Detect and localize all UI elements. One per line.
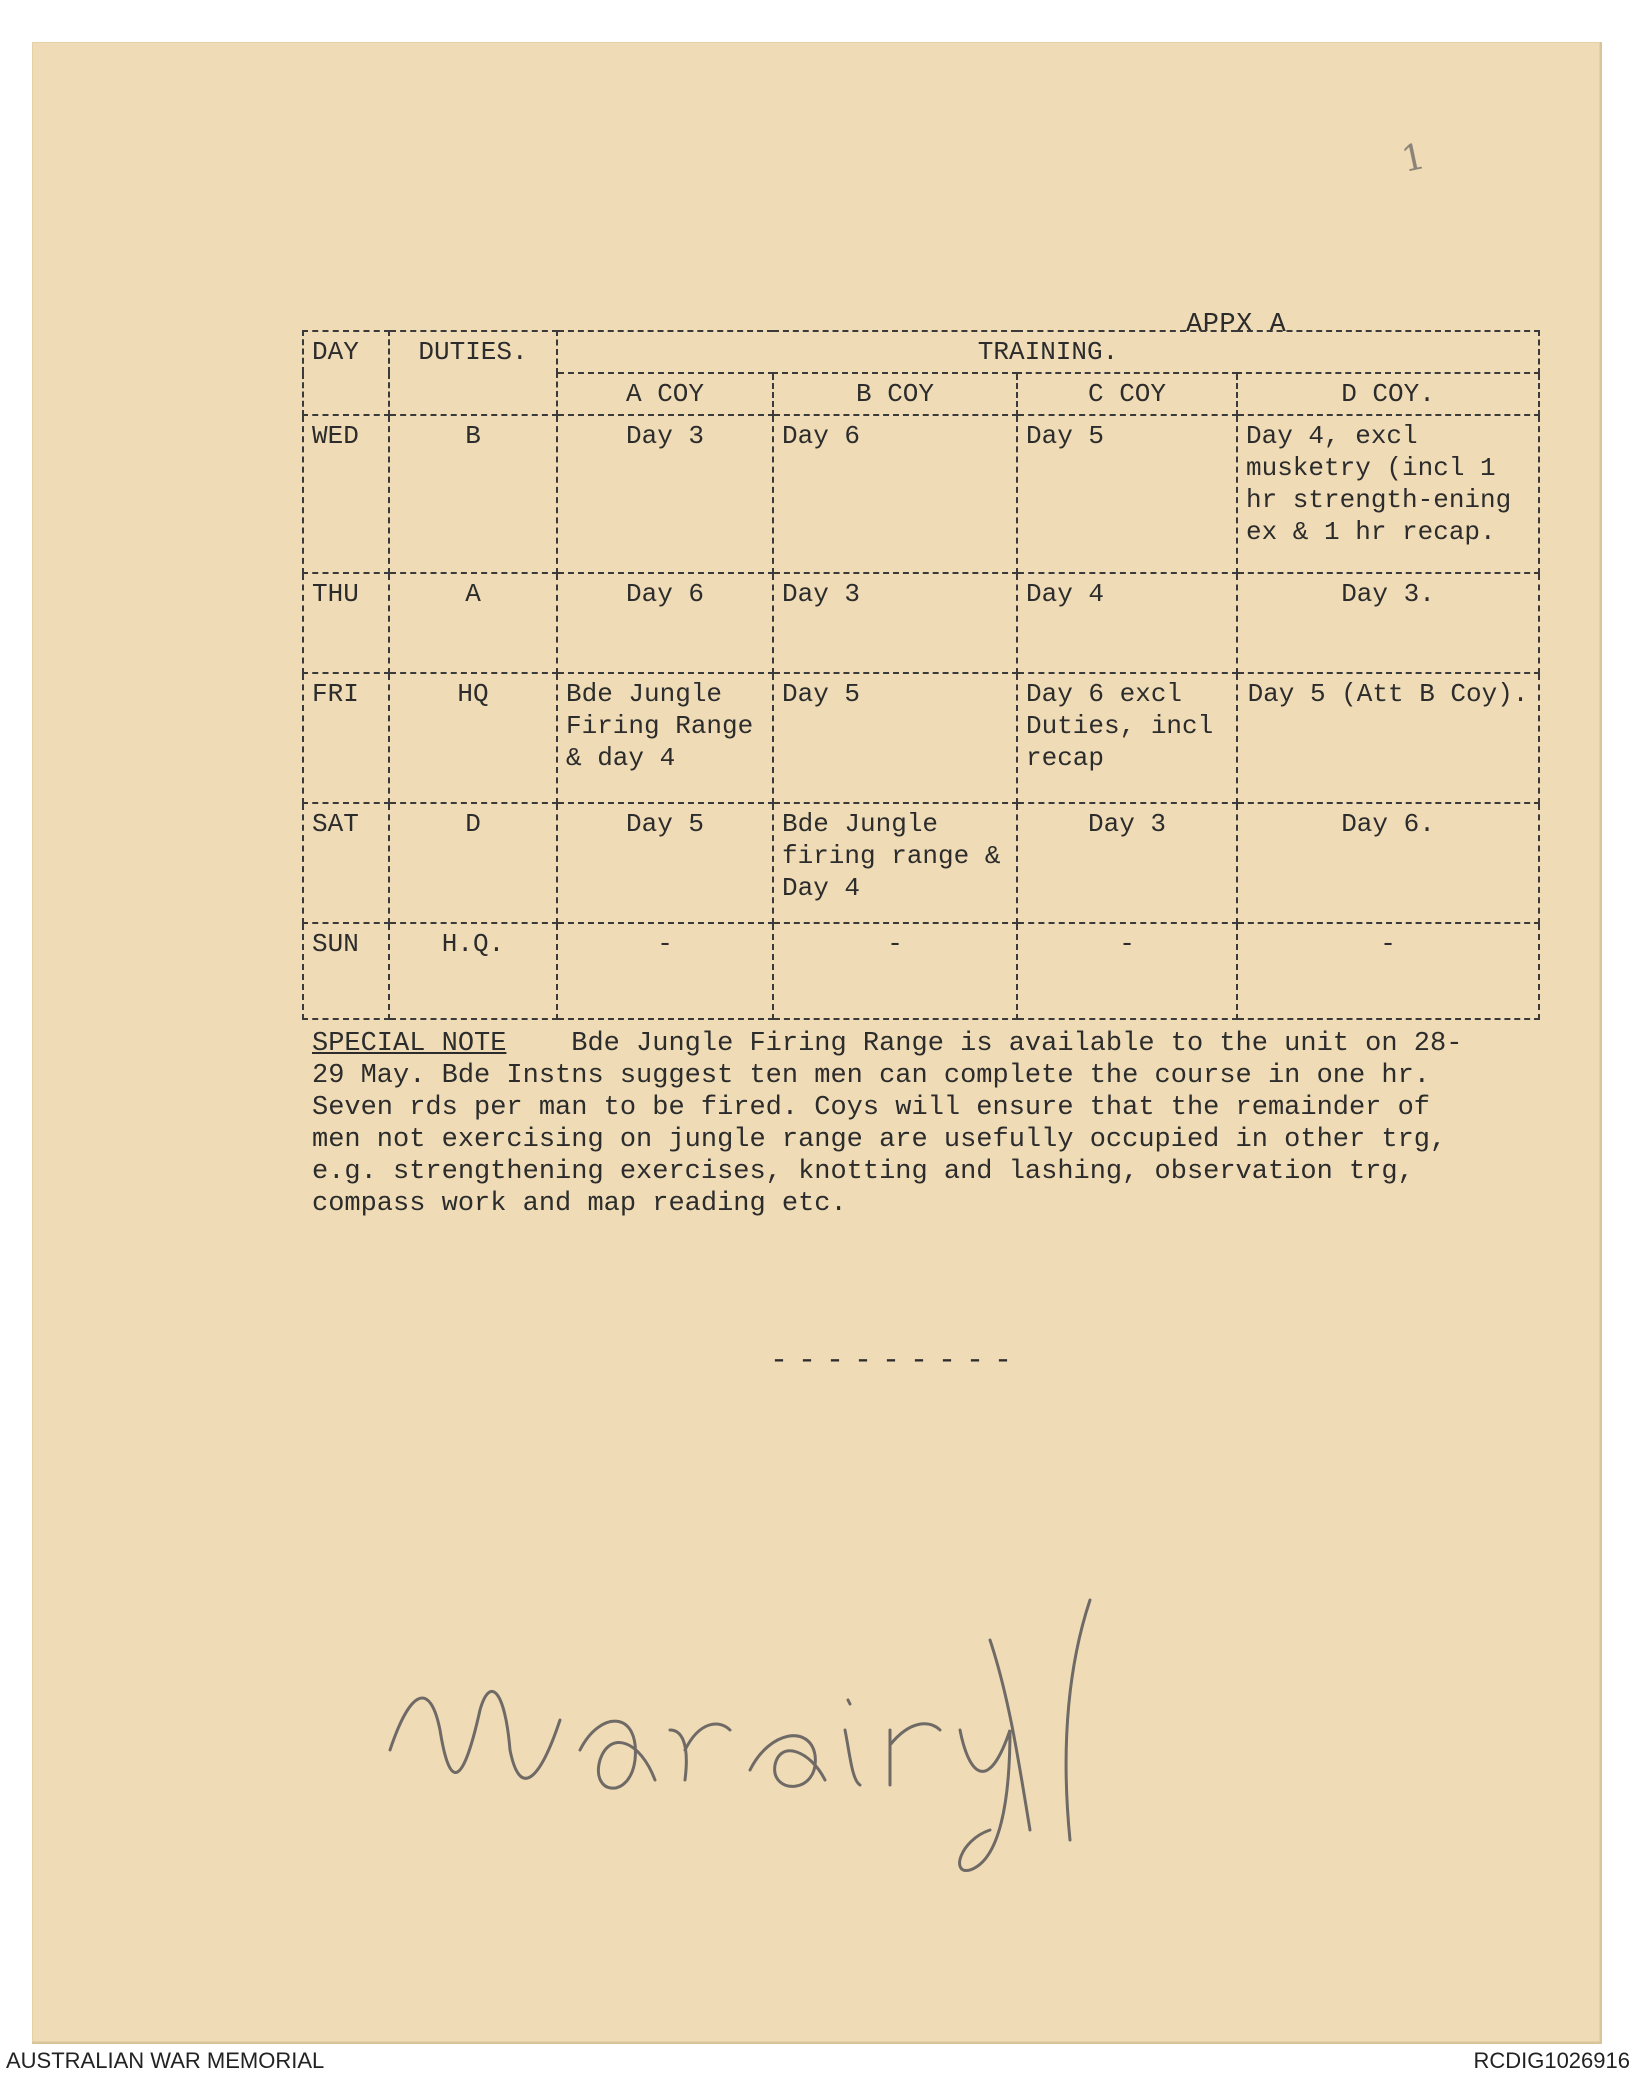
- row-day: WED: [303, 415, 389, 573]
- header-a-coy: A COY: [557, 373, 773, 415]
- row-a-coy: Day 6: [557, 573, 773, 673]
- row-day: FRI: [303, 673, 389, 803]
- special-note-text: Bde Jungle Firing Range is available to the unit on 28-29 May. Bde Instns suggest ten men can complete the course in one hr. Seven rds per man to be fired. Coys will ensure that the remainder of men not exercising on jungle range are usefully occupied in other trg, e.g. strengthening exercises, knotting and lashing, observation trg, compass work and map reading etc.: [312, 1029, 1463, 1219]
- row-duty: HQ: [389, 673, 557, 803]
- pencil-page-mark: 1: [1397, 136, 1429, 181]
- footer-id: RCDIG1026916: [1473, 2048, 1630, 2073]
- row-d-coy: Day 3.: [1237, 573, 1539, 673]
- section-separator: ---------: [770, 1344, 1023, 1378]
- table-row: [303, 803, 1539, 923]
- table-header-row: [303, 331, 1539, 373]
- header-training: TRAINING.: [557, 331, 1539, 373]
- row-duty: D: [389, 803, 557, 923]
- row-b-coy: Day 6: [773, 415, 1017, 573]
- special-note-label: SPECIAL NOTE: [312, 1029, 507, 1059]
- row-b-coy: -: [773, 923, 1017, 1019]
- table-row: [303, 923, 1539, 1019]
- footer-source: AUSTRALIAN WAR MEMORIAL: [6, 2048, 325, 2073]
- row-c-coy: -: [1017, 923, 1237, 1019]
- special-note: [312, 1028, 1472, 1220]
- appendix-label: APPX A: [1186, 310, 1287, 340]
- row-duty: B: [389, 415, 557, 573]
- row-b-coy: Bde Jungle firing range & Day 4: [773, 803, 1017, 923]
- row-a-coy: Bde Jungle Firing Range & day 4: [557, 673, 773, 803]
- row-d-coy: Day 4, excl musketry (incl 1 hr strength-ening ex & 1 hr recap.: [1237, 415, 1539, 573]
- table-row: [303, 415, 1539, 573]
- row-day: THU: [303, 573, 389, 673]
- table-row: [303, 673, 1539, 803]
- training-schedule-table: [302, 330, 1540, 1020]
- header-b-coy: B COY: [773, 373, 1017, 415]
- row-c-coy: Day 3: [1017, 803, 1237, 923]
- table-row: [303, 573, 1539, 673]
- row-c-coy: Day 4: [1017, 573, 1237, 673]
- row-a-coy: Day 3: [557, 415, 773, 573]
- row-c-coy: Day 5: [1017, 415, 1237, 573]
- row-day: SAT: [303, 803, 389, 923]
- row-a-coy: Day 5: [557, 803, 773, 923]
- row-day: SUN: [303, 923, 389, 1019]
- row-duty: A: [389, 573, 557, 673]
- header-duties: DUTIES.: [389, 331, 557, 415]
- handwriting-text: War diary: [370, 1580, 376, 1581]
- handwritten-annotation: [370, 1580, 1190, 1880]
- header-c-coy: C COY: [1017, 373, 1237, 415]
- header-d-coy: D COY.: [1237, 373, 1539, 415]
- row-d-coy: Day 6.: [1237, 803, 1539, 923]
- row-d-coy: Day 5 (Att B Coy).: [1237, 673, 1539, 803]
- row-d-coy: -: [1237, 923, 1539, 1019]
- row-duty: H.Q.: [389, 923, 557, 1019]
- header-day: DAY: [303, 331, 389, 415]
- row-b-coy: Day 3: [773, 573, 1017, 673]
- row-c-coy: Day 6 excl Duties, incl recap: [1017, 673, 1237, 803]
- row-a-coy: -: [557, 923, 773, 1019]
- row-b-coy: Day 5: [773, 673, 1017, 803]
